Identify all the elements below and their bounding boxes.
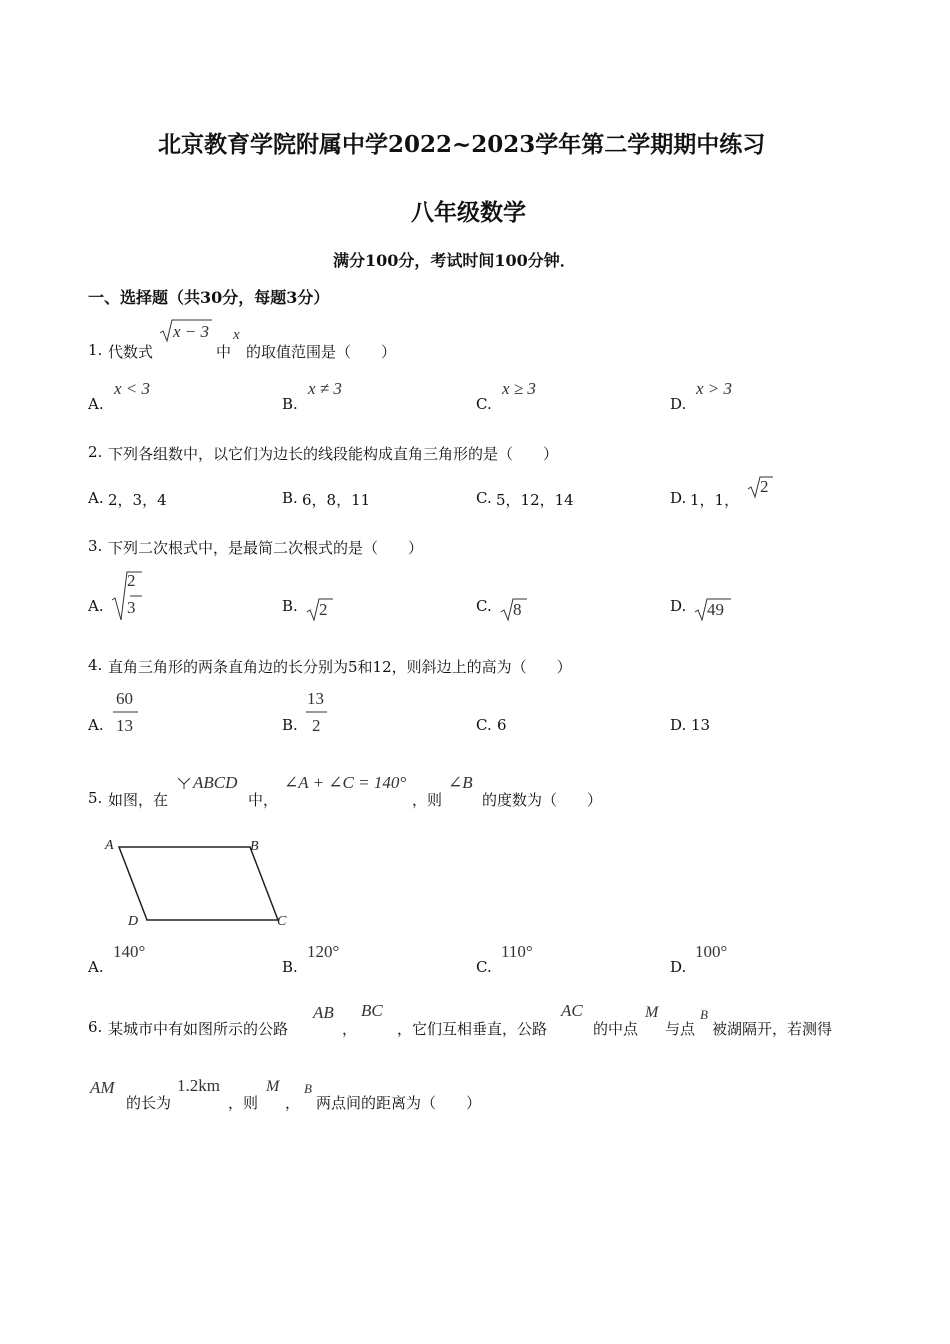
- point-label: M: [645, 1004, 659, 1021]
- option-label: D.: [670, 958, 687, 976]
- option-label: C.: [476, 489, 492, 507]
- exam-note: 满分100分，考试时间100分钟．: [333, 251, 576, 270]
- parallelogram-symbol-icon: [176, 776, 192, 790]
- numerator: 13: [307, 689, 324, 708]
- option-label: A.: [88, 716, 104, 734]
- option-label: D.: [670, 597, 687, 615]
- option-a: 2，3，4: [108, 491, 167, 509]
- option-label: A.: [88, 395, 104, 413]
- question-text: ，: [285, 1094, 301, 1112]
- numerator: 2: [127, 571, 136, 590]
- option-label: B.: [282, 958, 298, 976]
- option-d: 13: [691, 716, 711, 734]
- segment: AB: [313, 1003, 334, 1022]
- denominator: 3: [127, 598, 136, 617]
- option-c: x ≥ 3: [502, 379, 536, 398]
- option-a: x < 3: [114, 379, 151, 398]
- radicand: 8: [513, 600, 522, 619]
- option-label: C.: [476, 958, 492, 976]
- option-label: A.: [88, 958, 104, 976]
- question-text: ，它们互相垂直，公路: [397, 1020, 548, 1038]
- option-label: C.: [476, 716, 492, 734]
- option-label: B.: [282, 395, 298, 413]
- question-text: 的中点: [593, 1020, 639, 1038]
- option-c: 5，12，14: [496, 491, 574, 509]
- variable: x: [233, 327, 240, 343]
- vertex-label: D: [128, 914, 139, 929]
- question-number: 1.: [88, 341, 103, 359]
- condition: ∠A + ∠C = 140°: [284, 773, 407, 792]
- question-text: 两点间的距离为（ ）: [316, 1094, 482, 1112]
- option-c: 6: [497, 716, 507, 734]
- option-b: x ≠ 3: [308, 379, 342, 398]
- vertex-label: B: [250, 839, 259, 854]
- option-label: A.: [88, 597, 104, 615]
- parallelogram-figure: [100, 832, 300, 932]
- question-text: ，则: [412, 791, 443, 809]
- point-label: B: [700, 1007, 708, 1022]
- option-label: D.: [670, 716, 687, 734]
- page-title: 北京教育学院附属中学2022~2023学年第二学期期中练习: [158, 131, 766, 158]
- option-label: B.: [282, 716, 298, 734]
- fraction-bar: [112, 711, 140, 714]
- option-label: B.: [282, 597, 298, 615]
- denominator: 2: [312, 716, 321, 735]
- angle: ∠B: [448, 773, 473, 792]
- question-number: 2.: [88, 443, 103, 461]
- question-text: 被湖隔开，若测得: [712, 1020, 833, 1038]
- question-text: 直角三角形的两条直角边的长分别为5和12，则斜边上的高为（ ）: [108, 658, 572, 676]
- question-text: 的取值范围是（ ）: [246, 343, 397, 361]
- question-number: 5.: [88, 789, 103, 807]
- question-text: 某城市中有如图所示的公路: [108, 1020, 289, 1038]
- vertex-label: C: [277, 914, 287, 929]
- option-d: 100°: [695, 942, 728, 961]
- question-text: 与点: [665, 1020, 696, 1038]
- page-subtitle: 八年级数学: [411, 199, 526, 226]
- option-d: x > 3: [696, 379, 733, 398]
- option-b: 120°: [307, 942, 340, 961]
- question-text: 的度数为（ ）: [482, 791, 603, 809]
- fraction-bar: [305, 711, 329, 714]
- point-label: M: [266, 1078, 280, 1095]
- distance-value: 1.2km: [177, 1076, 220, 1095]
- option-a: 140°: [113, 942, 146, 961]
- question-number: 4.: [88, 656, 103, 674]
- vertex-label: A: [105, 838, 114, 853]
- question-text: 中，: [248, 791, 279, 809]
- segment: BC: [361, 1001, 383, 1020]
- question-text: 中: [216, 343, 232, 361]
- question-text: ，则: [228, 1094, 259, 1112]
- question-text: ，: [342, 1020, 358, 1038]
- numerator: 60: [116, 689, 133, 708]
- option-b: 6，8，11: [302, 491, 371, 509]
- section-heading: 一、选择题（共30分，每题3分）: [88, 288, 330, 307]
- radicand: 2: [760, 477, 769, 496]
- segment: AM: [90, 1078, 115, 1097]
- option-label: D.: [670, 489, 687, 507]
- question-text: 下列各组数中，以它们为边长的线段能构成直角三角形的是（ ）: [108, 445, 559, 463]
- question-number: 6.: [88, 1018, 103, 1036]
- option-c: 110°: [501, 942, 533, 961]
- parallelogram-shape: [119, 847, 278, 920]
- option-label: B.: [282, 489, 298, 507]
- option-label: C.: [476, 395, 492, 413]
- shape-name: ABCD: [193, 773, 238, 792]
- radicand: x − 3: [173, 322, 210, 341]
- option-label: D.: [670, 395, 687, 413]
- segment: AC: [561, 1001, 583, 1020]
- option-label: C.: [476, 597, 492, 615]
- option-label: A.: [88, 489, 104, 507]
- question-text: 代数式: [108, 343, 154, 361]
- question-text: 下列二次根式中，是最简二次根式的是（ ）: [108, 539, 424, 557]
- radicand: 49: [707, 600, 724, 619]
- denominator: 13: [116, 716, 133, 735]
- radicand: 2: [319, 600, 328, 619]
- question-number: 3.: [88, 537, 103, 555]
- point-label: B: [304, 1081, 312, 1096]
- option-d: 1，1，: [690, 491, 740, 509]
- question-text: 如图，在: [108, 791, 169, 809]
- question-text: 的长为: [126, 1094, 172, 1112]
